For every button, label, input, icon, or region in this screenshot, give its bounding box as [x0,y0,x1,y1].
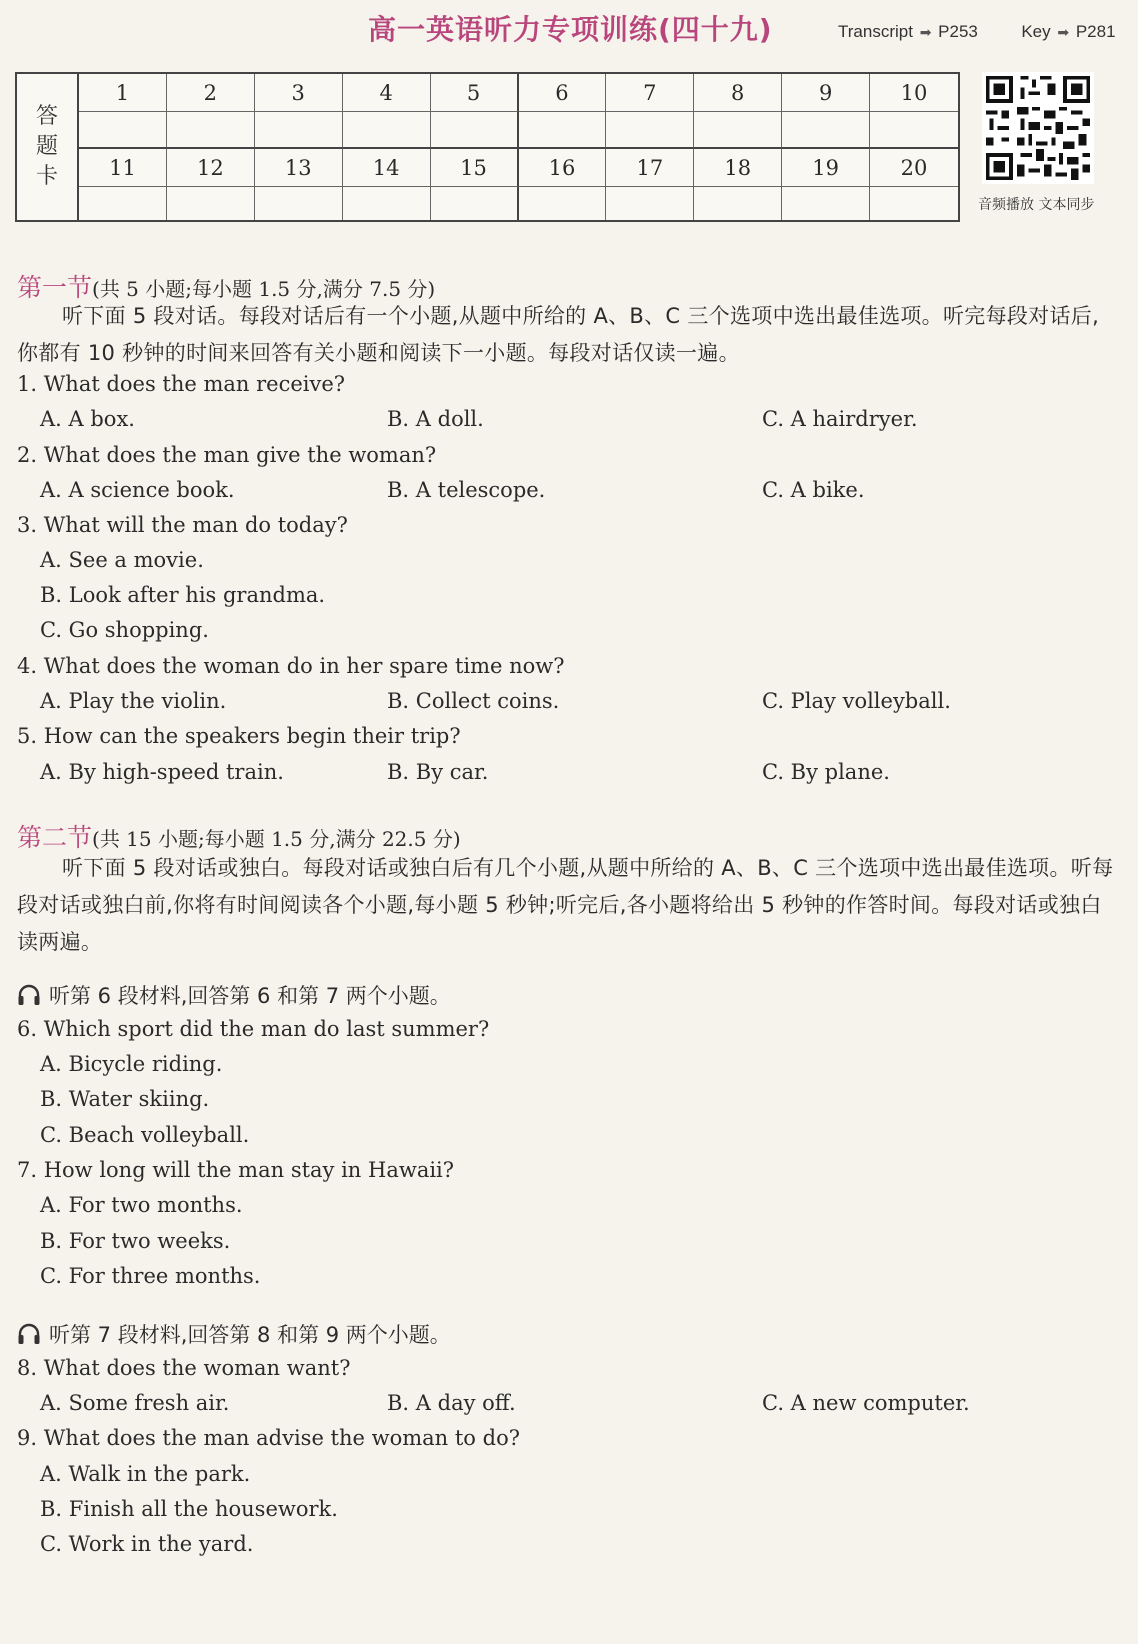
question-8: 8. What does the woman want? [17,1356,351,1380]
arrow-right-icon: ➡ [1057,24,1070,40]
card-number: 16 [519,149,607,187]
question-3: 3. What will the man do today? [17,513,348,537]
question-1: 1. What does the man receive? [17,372,346,396]
card-number: 6 [519,74,607,112]
q1-option-a[interactable]: A. A box. [40,407,135,431]
card-number: 2 [167,74,255,112]
section-1-title: 第一节 [17,273,93,302]
answer-box-20[interactable] [870,187,958,220]
section-1-instructions: 听下面 5 段对话。每段对话后有一个小题,从题中所给的 A、B、C 三个选项中选出最佳选项。听完每段对话后,你都有 10 秒钟的时间来回答有关小题和阅读下一小题。每段对话仅读一遍。 [17,304,1100,365]
q9-option-c[interactable]: C. Work in the yard. [40,1532,254,1556]
answer-box-17[interactable] [606,187,694,220]
card-number: 12 [167,149,255,187]
card-number: 20 [870,149,958,187]
answer-box-9[interactable] [782,112,870,149]
q8-option-b[interactable]: B. A day off. [387,1391,516,1415]
answer-box-5[interactable] [431,112,519,149]
answer-box-13[interactable] [255,187,343,220]
card-number: 13 [255,149,343,187]
card-number: 5 [431,74,519,112]
q1-option-b[interactable]: B. A doll. [387,407,484,431]
answer-box-18[interactable] [694,187,782,220]
answer-box-10[interactable] [870,112,958,149]
key-label: Key [1021,22,1051,41]
answer-box-8[interactable] [694,112,782,149]
page-references [838,22,1116,42]
q6-option-b[interactable]: B. Water skiing. [40,1087,210,1111]
answer-box-16[interactable] [519,187,607,220]
answer-grid [79,74,958,220]
answer-box-14[interactable] [343,187,431,220]
card-number: 17 [606,149,694,187]
answer-box-2[interactable] [167,112,255,149]
section-2-title: 第二节 [17,823,93,852]
question-7: 7. How long will the man stay in Hawaii? [17,1158,455,1182]
card-number: 11 [79,149,167,187]
answer-box-12[interactable] [167,187,255,220]
section-2-note: (共 15 小题;每小题 1.5 分,满分 22.5 分) [92,827,461,851]
answer-box-4[interactable] [343,112,431,149]
q3-option-c[interactable]: C. Go shopping. [40,618,209,642]
section-2-instructions: 听下面 5 段对话或独白。每段对话或独白后有几个小题,从题中所给的 A、B、C 三个选项中选出最佳选项。听每段对话或独白前,你将有时间阅读各个小题,每小题 5 秒钟;听完后,各小题将给出 5 秒钟的作答时间。每段对话或独白读两遍。 [17,856,1114,954]
section-1-note: (共 5 小题;每小题 1.5 分,满分 7.5 分) [92,277,436,301]
key-page: P281 [1075,22,1116,41]
qr-caption: 音频播放 文本同步 [978,197,1095,213]
card-number: 10 [870,74,958,112]
q5-option-b[interactable]: B. By car. [387,760,489,784]
q6-option-a[interactable]: A. Bicycle riding. [40,1052,223,1076]
q7-option-c[interactable]: C. For three months. [40,1264,261,1288]
headphones-icon [17,1323,41,1345]
material-7-heading: 听第 7 段材料,回答第 8 和第 9 两个小题。 [17,1319,451,1349]
q7-option-b[interactable]: B. For two weeks. [40,1229,231,1253]
card-number: 8 [694,74,782,112]
q2-option-b[interactable]: B. A telescope. [387,478,546,502]
q4-option-c[interactable]: C. Play volleyball. [762,689,951,713]
card-number: 4 [343,74,431,112]
page-title: 高一英语听力专项训练(四十九) [368,13,773,46]
q9-option-b[interactable]: B. Finish all the housework. [40,1497,338,1521]
card-number: 15 [431,149,519,187]
card-number: 1 [79,74,167,112]
card-number: 14 [343,149,431,187]
qr-code-icon[interactable] [982,72,1094,184]
q6-option-c[interactable]: C. Beach volleyball. [40,1123,250,1147]
q5-option-c[interactable]: C. By plane. [762,760,890,784]
arrow-right-icon: ➡ [919,24,932,40]
headphones-icon [17,984,41,1006]
answer-box-1[interactable] [79,112,167,149]
card-number: 9 [782,74,870,112]
answer-box-15[interactable] [431,187,519,220]
q9-option-a[interactable]: A. Walk in the park. [40,1462,251,1486]
question-2: 2. What does the man give the woman? [17,443,437,467]
question-4: 4. What does the woman do in her spare time now? [17,654,565,678]
question-6: 6. Which sport did the man do last summer? [17,1017,490,1041]
q4-option-a[interactable]: A. Play the violin. [40,689,227,713]
q3-option-a[interactable]: A. See a movie. [40,548,204,572]
q4-option-b[interactable]: B. Collect coins. [387,689,560,713]
transcript-page: P253 [938,22,978,41]
transcript-label: Transcript [838,22,913,41]
card-number: 19 [782,149,870,187]
card-number: 18 [694,149,782,187]
card-number: 3 [255,74,343,112]
section-2-heading [17,818,461,854]
answer-box-11[interactable] [79,187,167,220]
q8-option-a[interactable]: A. Some fresh air. [40,1391,230,1415]
question-9: 9. What does the man advise the woman to do? [17,1426,520,1450]
q5-option-a[interactable]: A. By high-speed train. [40,760,284,784]
card-number: 7 [606,74,694,112]
material-6-heading: 听第 6 段材料,回答第 6 和第 7 两个小题。 [17,980,451,1010]
q7-option-a[interactable]: A. For two months. [40,1193,243,1217]
answer-box-19[interactable] [782,187,870,220]
q2-option-a[interactable]: A. A science book. [40,478,235,502]
q3-option-b[interactable]: B. Look after his grandma. [40,583,326,607]
q8-option-c[interactable]: C. A new computer. [762,1391,970,1415]
question-5: 5. How can the speakers begin their trip? [17,724,461,748]
answer-box-6[interactable] [519,112,607,149]
answer-box-3[interactable] [255,112,343,149]
q2-option-c[interactable]: C. A bike. [762,478,865,502]
answer-card-label: 答 题 卡 [17,74,79,220]
answer-box-7[interactable] [606,112,694,149]
answer-card [15,72,960,222]
q1-option-c[interactable]: C. A hairdryer. [762,407,918,431]
